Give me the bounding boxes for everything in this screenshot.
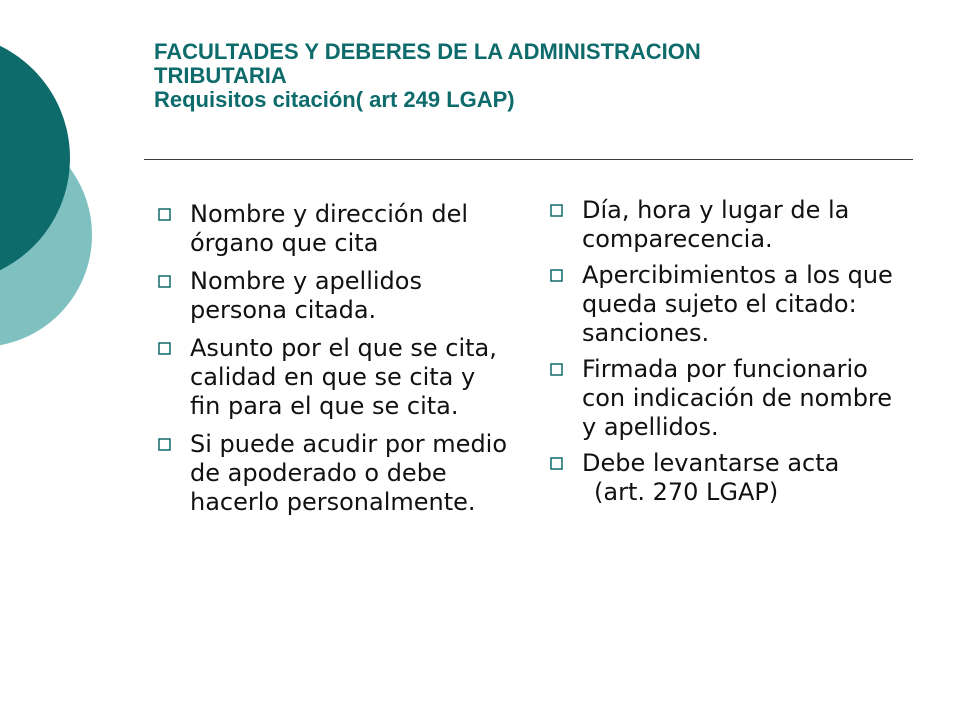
list-item-text: Si puede acudir por medio de apoderado o debe hacerlo personalmente. — [190, 430, 508, 516]
title-divider — [144, 159, 913, 160]
list-item-text: Apercibimientos a los que queda sujeto el citado: sanciones. — [582, 261, 893, 347]
right-bullet-list — [550, 196, 910, 514]
open-square-bullet-icon — [550, 269, 563, 282]
slide-title — [154, 40, 914, 112]
open-square-bullet-icon — [158, 438, 171, 451]
list-item — [158, 200, 508, 258]
list-item — [158, 267, 508, 325]
open-square-bullet-icon — [158, 275, 171, 288]
list-item-continuation: (art. 270 LGAP) — [594, 478, 779, 506]
list-item-text: Debe levantarse acta — [582, 449, 840, 477]
list-item-text: Nombre y dirección del órgano que cita — [190, 200, 469, 257]
title-line-1: FACULTADES Y DEBERES DE LA ADMINISTRACION — [154, 39, 701, 64]
light-teal-circle — [0, 123, 92, 347]
list-item — [550, 261, 910, 348]
left-bullet-list — [158, 200, 508, 526]
open-square-bullet-icon — [158, 208, 171, 221]
list-item-text: Firmada por funcionario con indicación de nombre y apellidos. — [582, 355, 893, 441]
list-item — [158, 430, 508, 517]
dark-teal-circle — [0, 33, 70, 283]
open-square-bullet-icon — [550, 204, 563, 217]
open-square-bullet-icon — [550, 363, 563, 376]
list-item — [550, 196, 910, 254]
list-item — [550, 449, 910, 507]
list-item — [550, 355, 910, 442]
open-square-bullet-icon — [550, 457, 563, 470]
list-item-text: Nombre y apellidos persona citada. — [190, 267, 422, 324]
list-item-text: Asunto por el que se cita, calidad en que se cita y fin para el que se cita. — [190, 334, 497, 420]
list-item-text: Día, hora y lugar de la comparecencia. — [582, 196, 850, 253]
subtitle: Requisitos citación( art 249 LGAP) — [154, 87, 515, 112]
title-line-2: TRIBUTARIA — [154, 63, 287, 88]
list-item — [158, 334, 508, 421]
open-square-bullet-icon — [158, 342, 171, 355]
